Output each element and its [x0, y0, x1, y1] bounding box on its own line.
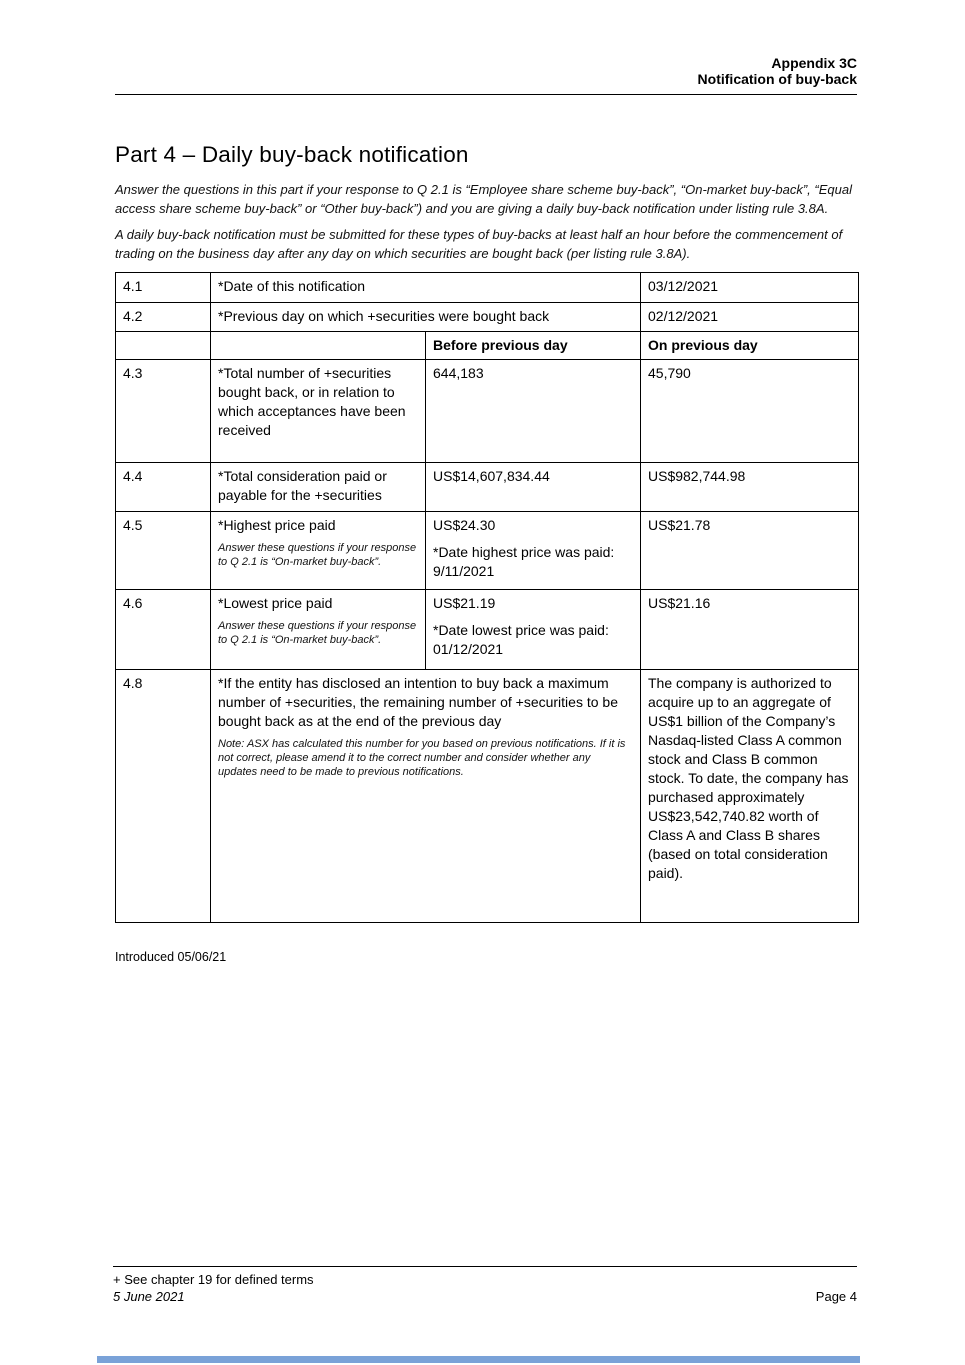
question-note: Answer these questions if your response to Q 2.1 is “On-market buy-back”. [218, 542, 417, 568]
before-value-cell: 644,183 [426, 360, 641, 463]
document-title-header: Notification of buy-back [697, 71, 857, 87]
value-cell: 03/12/2021 [641, 273, 859, 303]
appendix-label: Appendix 3C [771, 55, 857, 71]
document-header [115, 0, 857, 87]
question-note: Answer these questions if your response to Q 2.1 is “On-market buy-back”. [218, 620, 417, 646]
row-number: 4.2 [116, 303, 211, 332]
before-price-date: *Date lowest price was paid: 01/12/2021 [433, 622, 609, 657]
column-header-on: On previous day [641, 332, 859, 360]
question-text: *Lowest price paid [218, 595, 333, 611]
question-cell: *Total number of +securities bought back, or in relation to which acceptances have been received [211, 360, 426, 463]
on-value-cell: US$21.16 [641, 590, 859, 670]
row-number: 4.1 [116, 273, 211, 303]
buyback-notification-table [115, 272, 859, 923]
before-price-date: *Date highest price was paid: 9/11/2021 [433, 544, 615, 579]
answer-cell: The company is authorized to acquire up to an aggregate of US$1 billion of the Company’s Nasdaq-listed Class A common stock and Class B common stock. To date, the company has purchased approximately US$23,542,740.82 worth of Class A and Class B shares (based on total consideration paid). [641, 670, 859, 923]
question-cell: *Total consideration paid or payable for the +securities [211, 463, 426, 512]
row-number: 4.8 [116, 670, 211, 923]
table-row-4-5 [116, 512, 859, 590]
table-column-header-row [116, 332, 859, 360]
question-note: Note: ASX has calculated this number for you based on previous notifications. If it is not correct, please amend it to the correct number and consider whether any updates need to be made to previous notifications. [218, 738, 626, 778]
before-value-cell: US$14,607,834.44 [426, 463, 641, 512]
empty-cell [116, 332, 211, 360]
value-cell: 02/12/2021 [641, 303, 859, 332]
row-number: 4.4 [116, 463, 211, 512]
question-cell [211, 512, 426, 590]
table-row-4-8 [116, 670, 859, 923]
question-text: *Highest price paid [218, 517, 336, 533]
table-row-4-1 [116, 273, 859, 303]
question-cell: *Previous day on which +securities were bought back [211, 303, 641, 332]
before-value-cell [426, 590, 641, 670]
footer-date: 5 June 2021 [113, 1289, 185, 1304]
question-cell [211, 590, 426, 670]
table-row-4-6 [116, 590, 859, 670]
before-value-cell [426, 512, 641, 590]
table-row-4-3 [116, 360, 859, 463]
on-value-cell: 45,790 [641, 360, 859, 463]
intro-paragraph-2: A daily buy-back notification must be submitted for these types of buy-backs at least half an hour before the commencement of trading on the business day after any day on which securities are bought back (per listing rule 3.8A). [115, 227, 843, 261]
table-row-4-2 [116, 303, 859, 332]
page-title: Part 4 – Daily buy-back notification [115, 142, 469, 167]
page-number: Page 4 [815, 1289, 857, 1304]
question-text: *If the entity has disclosed an intention to buy back a maximum number of +securities, the remaining number of +securities to be bought back as at the end of the previous day [218, 675, 618, 729]
row-number: 4.6 [116, 590, 211, 670]
table-row-4-4 [116, 463, 859, 512]
question-cell [211, 670, 641, 923]
header-divider [115, 94, 857, 95]
before-price: US$21.19 [433, 595, 496, 611]
row-number: 4.3 [116, 360, 211, 463]
intro-paragraph-1: Answer the questions in this part if your response to Q 2.1 is “Employee share scheme buy-back”, “On-market buy-back”, “Equal access share scheme buy-back” or “Other buy-back”) and you are giving a daily buy-back notification under listing rule 3.8A. [115, 182, 852, 216]
intro-paragraphs [115, 180, 857, 263]
page-footer [113, 1266, 857, 1305]
defined-terms-note: + See chapter 19 for defined terms [113, 1272, 314, 1287]
question-cell: *Date of this notification [211, 273, 641, 303]
introduced-note: Introduced 05/06/21 [115, 950, 227, 964]
on-value-cell: US$21.78 [641, 512, 859, 590]
before-price: US$24.30 [433, 517, 496, 533]
row-number: 4.5 [116, 512, 211, 590]
empty-cell [211, 332, 426, 360]
bottom-highlight-bar [97, 1356, 860, 1363]
on-value-cell: US$982,744.98 [641, 463, 859, 512]
column-header-before: Before previous day [426, 332, 641, 360]
